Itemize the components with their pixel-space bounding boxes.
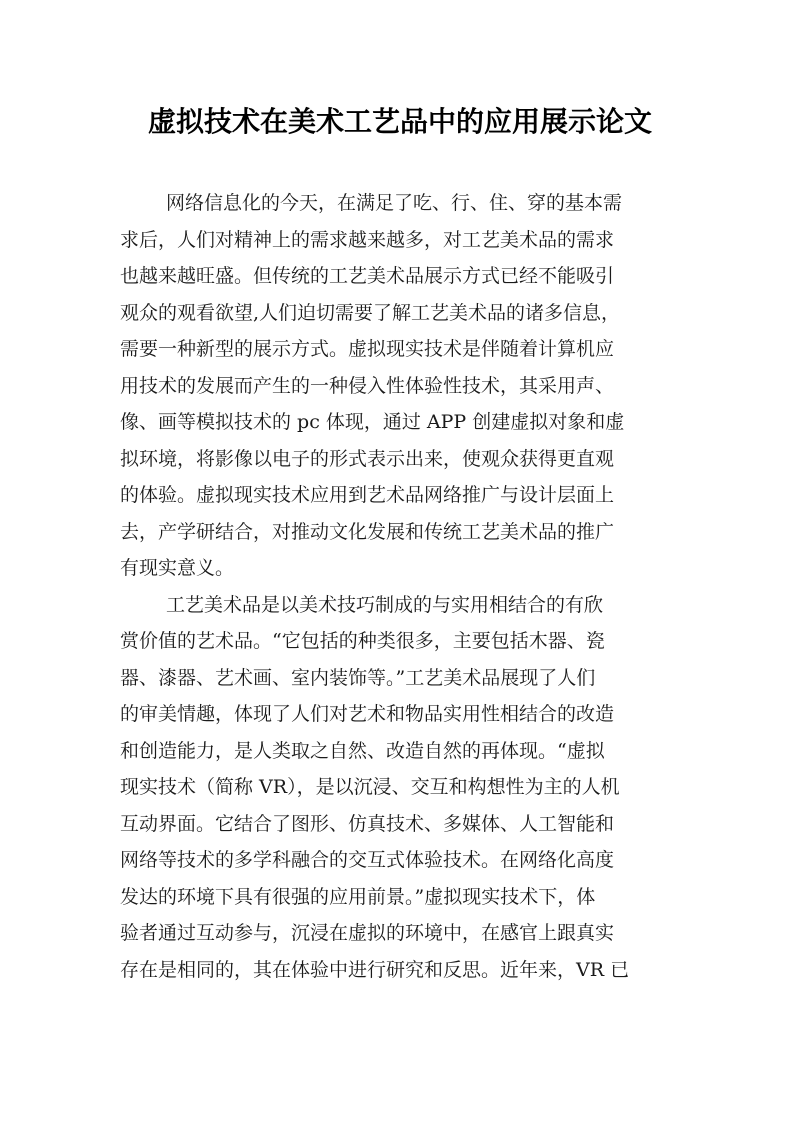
paragraph-line: 和创造能力，是人类取之自然、改造自然的再体现。“虚拟	[120, 739, 605, 762]
paragraph-1	[120, 185, 690, 587]
paragraph-line: 也越来越旺盛。但传统的工艺美术品展示方式已经不能吸引	[120, 265, 615, 287]
paragraph-line: 验者通过互动参与，沉浸在虚拟的环境中，在感官上跟真实	[120, 922, 615, 944]
paragraph-line: 赏价值的艺术品。“它包括的种类很多，主要包括木器、瓷	[120, 630, 605, 652]
paragraph-line: 需要一种新型的展示方式。虚拟现实技术是伴随着计算机应	[120, 338, 615, 360]
paragraph-line: 拟环境，将影像以电子的形式表示出来，使观众获得更直观	[120, 447, 615, 470]
paragraph-line: 工艺美术品是以美术技巧制成的与实用相结合的有欣	[166, 593, 604, 616]
document-title: 虚拟技术在美术工艺品中的应用展示论文	[147, 105, 652, 138]
paragraph-line: 像、画等模拟技术的 pc 体现，通过 APP 创建虚拟对象和虚	[120, 411, 625, 433]
paragraph-line: 存在是相同的，其在体验中进行研究和反思。近年来，VR 已	[120, 958, 630, 981]
paragraph-line: 的体验。虚拟现实技术应用到艺术品网络推广与设计层面上	[120, 484, 615, 506]
paragraph-line: 网络信息化的今天，在满足了吃、行、住、穿的基本需	[166, 192, 623, 214]
document-body	[120, 185, 690, 988]
paragraph-line: 现实技术（简称 VR），是以沉浸、交互和构想性为主的人机	[120, 776, 620, 798]
paragraph-line: 用技术的发展而产生的一种侵入性体验性技术，其采用声、	[120, 374, 615, 397]
paragraph-line: 有现实意义。	[120, 557, 235, 579]
paragraph-line: 观众的观看欲望,人们迫切需要了解工艺美术品的诸多信息，	[120, 301, 621, 324]
paragraph-line: 发达的环境下具有很强的应用前景。”虚拟现实技术下，体	[120, 885, 596, 908]
paragraph-line: 的审美情趣，体现了人们对艺术和物品实用性相结合的改造	[120, 703, 615, 725]
paragraph-line: 器、漆器、艺术画、室内装饰等。”工艺美术品展现了人们	[120, 666, 596, 689]
paragraph-line: 互动界面。它结合了图形、仿真技术、多媒体、人工智能和	[120, 812, 615, 835]
paragraph-2	[120, 587, 690, 989]
paragraph-line: 去，产学研结合，对推动文化发展和传统工艺美术品的推广	[120, 520, 615, 543]
paragraph-line: 网络等技术的多学科融合的交互式体验技术。在网络化高度	[120, 849, 615, 871]
paragraph-line: 求后，人们对精神上的需求越来越多，对工艺美术品的需求	[120, 228, 615, 251]
